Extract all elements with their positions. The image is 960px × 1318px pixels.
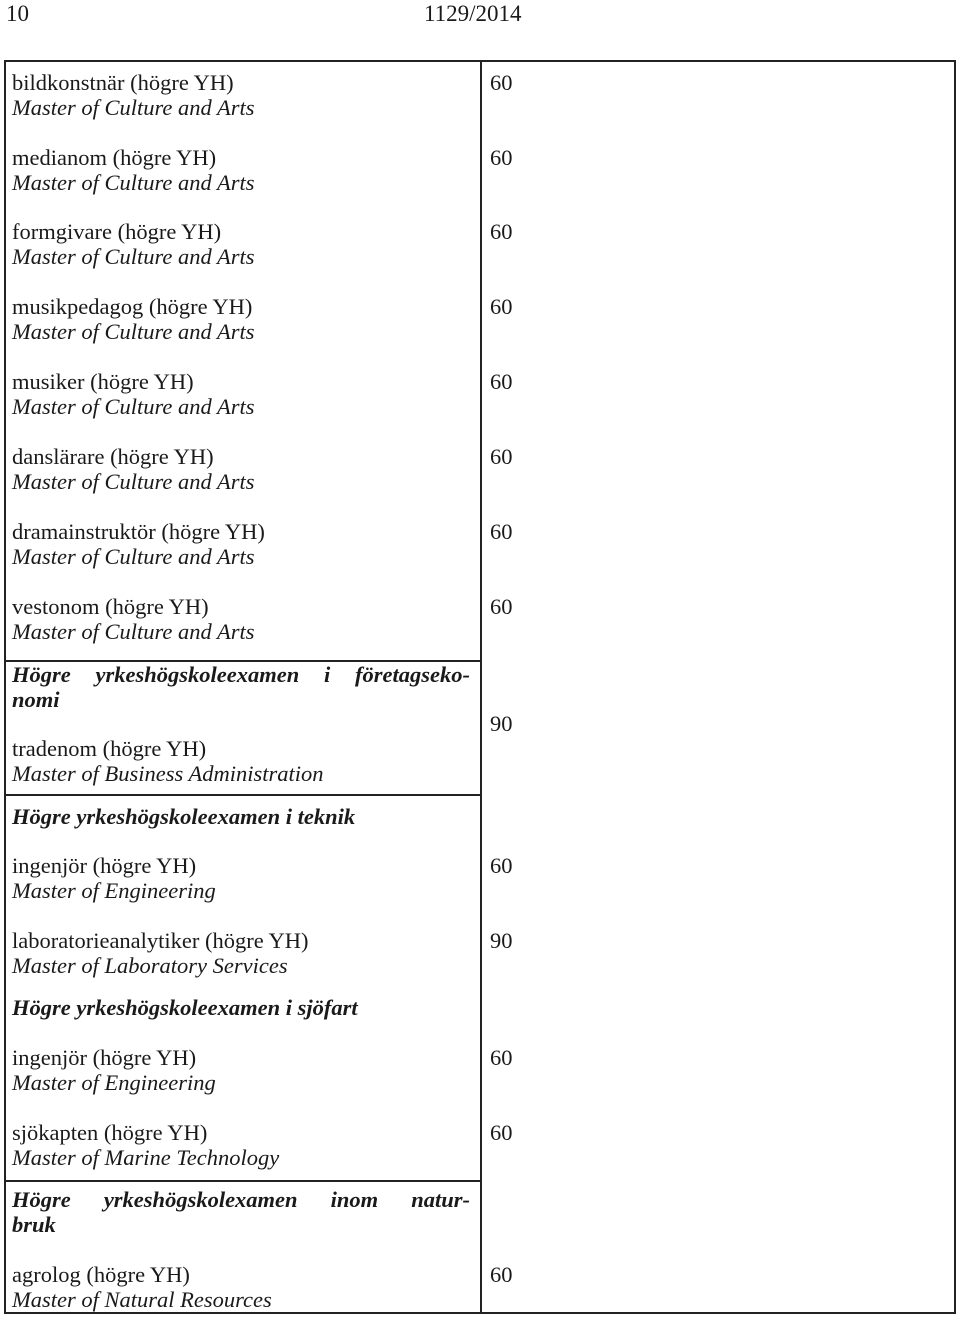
- credits-value: 60: [490, 444, 513, 469]
- degree-title: formgivare (högre YH): [12, 219, 222, 244]
- degree-english-name: Master of Culture and Arts: [12, 469, 255, 494]
- degree-english-name: Master of Culture and Arts: [12, 244, 255, 269]
- degree-entry: [12, 294, 472, 344]
- degree-entry: [12, 736, 472, 786]
- degree-english-name: Master of Culture and Arts: [12, 95, 255, 120]
- degree-entry: [12, 1120, 472, 1170]
- degree-entry: [12, 1045, 472, 1095]
- degree-english-name: Master of Engineering: [12, 1070, 216, 1095]
- section-heading-line: Högre yrkeshögskolexamen inom natur-: [12, 1187, 470, 1212]
- section-heading: [12, 662, 470, 712]
- credits-value: 60: [490, 1045, 513, 1070]
- degree-title: medianom (högre YH): [12, 145, 217, 170]
- degree-title: dramainstruktör (högre YH): [12, 519, 265, 544]
- statute-reference: 1129/2014: [424, 1, 522, 26]
- credits-value: 60: [490, 145, 513, 170]
- degree-entry: [12, 519, 472, 569]
- section-heading: [12, 995, 470, 1020]
- credits-value: 60: [490, 294, 513, 319]
- degree-english-name: Master of Culture and Arts: [12, 319, 255, 344]
- degree-entry: [12, 928, 472, 978]
- degree-title: tradenom (högre YH): [12, 736, 207, 761]
- credits-value: 60: [490, 853, 513, 878]
- degree-entry: [12, 70, 472, 120]
- credits-value: 60: [490, 369, 513, 394]
- degree-entry: [12, 853, 472, 903]
- degree-title: agrolog (högre YH): [12, 1262, 190, 1287]
- credits-value: 60: [490, 594, 513, 619]
- degree-entry: [12, 219, 472, 269]
- degree-english-name: Master of Engineering: [12, 878, 216, 903]
- degree-title: ingenjör (högre YH): [12, 1045, 197, 1070]
- section-heading-line: bruk: [12, 1212, 56, 1237]
- degree-english-name: Master of Natural Resources: [12, 1287, 272, 1312]
- column-divider: [480, 62, 482, 1312]
- degree-entry: [12, 1262, 472, 1312]
- page-number: 10: [6, 1, 29, 26]
- degree-english-name: Master of Culture and Arts: [12, 544, 255, 569]
- credits-value: 90: [490, 711, 513, 736]
- degree-english-name: Master of Marine Technology: [12, 1145, 280, 1170]
- credits-value: 60: [490, 1120, 513, 1145]
- section-heading-line: Högre yrkeshögskoleexamen i teknik: [12, 804, 356, 829]
- section-heading: [12, 804, 470, 829]
- section-heading: [12, 1187, 470, 1237]
- section-heading-line: Högre yrkeshögskoleexamen i sjöfart: [12, 995, 358, 1020]
- section-heading-line: nomi: [12, 687, 60, 712]
- credits-value: 90: [490, 928, 513, 953]
- credits-value: 60: [490, 70, 513, 95]
- degree-title: musikpedagog (högre YH): [12, 294, 253, 319]
- degree-entry: [12, 594, 472, 644]
- row-divider: [6, 1180, 480, 1182]
- degree-title: ingenjör (högre YH): [12, 853, 197, 878]
- degree-english-name: Master of Business Administration: [12, 761, 324, 786]
- degree-title: vestonom (högre YH): [12, 594, 209, 619]
- degree-entry: [12, 444, 472, 494]
- degree-title: sjökapten (högre YH): [12, 1120, 208, 1145]
- credits-value: 60: [490, 519, 513, 544]
- credits-value: 60: [490, 219, 513, 244]
- row-divider: [6, 794, 480, 796]
- degree-title: danslärare (högre YH): [12, 444, 214, 469]
- degree-english-name: Master of Laboratory Services: [12, 953, 288, 978]
- section-heading-line: Högre yrkeshögskoleexamen i företagseko-: [12, 662, 470, 687]
- page-header: [0, 0, 960, 28]
- degree-english-name: Master of Culture and Arts: [12, 170, 255, 195]
- degree-entry: [12, 369, 472, 419]
- credits-value: 60: [490, 1262, 513, 1287]
- degree-english-name: Master of Culture and Arts: [12, 619, 255, 644]
- degree-table: [4, 60, 956, 1314]
- degree-entry: [12, 145, 472, 195]
- degree-title: musiker (högre YH): [12, 369, 194, 394]
- degree-english-name: Master of Culture and Arts: [12, 394, 255, 419]
- degree-title: bildkonstnär (högre YH): [12, 70, 234, 95]
- degree-title: laboratorieanalytiker (högre YH): [12, 928, 309, 953]
